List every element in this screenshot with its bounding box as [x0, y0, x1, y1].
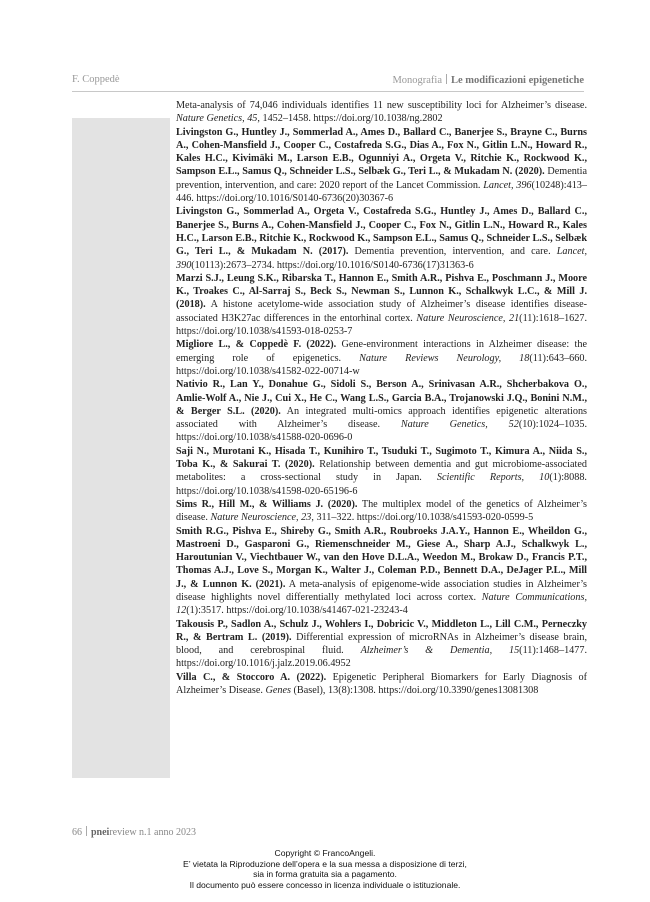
reference-title: A histone acetylome-wide association study of Alzheimer’s disease identifies disease-associated H3K27ac differences in the entorhinal cortex. [176, 299, 587, 324]
header-rule [72, 91, 584, 92]
copyright-line: E’ vietata la Riproduzione dell’opera e la sua messa a disposizione di terzi, [183, 858, 467, 869]
reference-details: (11):1468–1477. https://doi.org/10.1016/j.jalz.2019.06.4952 [176, 645, 587, 670]
reference-title: Relationship between dementia and gut microbiome-associated metabolites: a cross-sectional study in Japan. [176, 459, 587, 484]
reference-title: Epigenetic Peripheral Biomarkers for Early Diagnosis of Alzheimer’s Disease. [176, 671, 587, 697]
reference-authors: Marzi S.J., Leung S.K., Ribarska T., Hannon E., Smith A.R., Pishva E., Poschmann J., Moore K., Troakes C., Al-Sarraj S., Beck S., Newman S., Lunnon K., Schalkwyk L.C., & Mill J. (2018). [176, 272, 587, 311]
reference-title: Dementia prevention, intervention, and care: 2020 report of the Lancet Commission. [176, 166, 587, 191]
reference-details: (11):643–660. https://doi.org/10.1038/s41582-022-00714-w [176, 352, 587, 377]
reference-authors: Migliore L., & Coppedè F. (2022). [176, 339, 337, 351]
reference-journal: Genes [265, 685, 291, 697]
reference-entry [176, 498, 587, 525]
reference-entry [176, 272, 587, 338]
page-number: 66 [72, 827, 82, 838]
reference-journal: Alzheimer’s & Dementia, 15 [360, 645, 520, 657]
journal-issue: review n.1 anno 2023 [109, 827, 196, 838]
reference-title: Differential expression of microRNAs in Alzheimer’s disease brain, blood, and cerebrospinal fluid. [176, 631, 587, 657]
reference-details: (11):1618–1627. https://doi.org/10.1038/s41593-018-0253-7 [176, 312, 587, 338]
reference-authors: Livingston G., Huntley J., Sommerlad A., Ames D., Ballard C., Banerjee S., Brayne C., Burns A., Cohen-Mansfield J., Cooper C., Costafreda S.G., Dias A., Fox N., Gitlin L.N., Howard R., Kales H.C., Kivimäki M., Larson E.B., Ogunniyi A., Orgeta V., Ritchie K., Rockwood K., Sampson E.L., Samus Q., Schneider L.S., Selbæk G., Teri L., & Mukadam N. (2020). [176, 126, 587, 178]
copyright-notice [0, 848, 650, 890]
reference-authors: Saji N., Murotani K., Hisada T., Kunihiro T., Tsuduki T., Sugimoto T., Kimura A., Niida S., Toba K., & Sakurai T. (2020). [176, 445, 587, 471]
reference-entry [176, 618, 587, 671]
reference-authors: Takousis P., Sadlon A., Schulz J., Wohlers I., Dobricic V., Middleton L., Lill C.M., Perneczky R., & Bertram L. (2019). [176, 618, 587, 643]
reference-entry [176, 445, 587, 498]
reference-details: (10248):413–446. https://doi.org/10.1016/S0140-6736(20)30367-6 [176, 179, 587, 205]
reference-authors: Sims R., Hill M., & Williams J. (2020). [176, 498, 358, 510]
reference-entry [176, 671, 587, 698]
reference-journal: Lancet, 390 [176, 246, 588, 271]
copyright-line: Copyright © FrancoAngeli. [274, 848, 376, 858]
running-head-author: F. Coppedè [72, 74, 120, 85]
copyright-line: sia in forma gratuita sia a pagamento. [253, 869, 397, 880]
reference-title: An integrated multi-omics approach identifies epigenetic alterations associated with Alzheimer’s disease. [176, 405, 587, 431]
reference-journal: Nature Reviews Neurology, 18 [359, 352, 530, 364]
reference-details: (1):8088. https://doi.org/10.1038/s41598-020-65196-6 [176, 472, 587, 497]
running-head-title [392, 74, 584, 86]
footer-divider [86, 826, 87, 836]
reference-details: (10113):2673–2734. https://doi.org/10.1016/S0140-6736(17)31363-6 [191, 259, 474, 271]
reference-title: Meta-analysis of 74,046 individuals identifies 11 new susceptibility loci for Alzheimer’s disease. [176, 100, 587, 111]
journal-brand: pnei [91, 827, 110, 838]
reference-journal: Scientific Reports, 10 [436, 472, 550, 484]
reference-title: A meta-analysis of epigenome-wide association studies in Alzheimer’s disease highlights novel differentially methylated loci across cortex. [176, 578, 588, 603]
reference-journal: Nature Genetics, 52 [400, 419, 519, 431]
reference-details: (Basel), 13(8):1308. https://doi.org/10.3390/genes13081308 [290, 685, 539, 697]
reference-list [176, 99, 587, 697]
reference-details: , 1452–1458. https://doi.org/10.1038/ng.2802 [257, 113, 443, 125]
reference-journal: Nature Neuroscience, 23 [210, 512, 312, 524]
copyright-line: Il documento può essere concesso in licenza individuale o istituzionale. [189, 879, 461, 890]
reference-journal: Lancet, 396 [483, 179, 532, 191]
reference-entry [176, 525, 587, 618]
reference-details: (1):3517. https://doi.org/10.1038/s41467-021-23243-4 [186, 605, 408, 617]
reference-journal: Nature Genetics, 45 [176, 113, 258, 125]
reference-authors: Villa C., & Stoccoro A. (2022). [176, 671, 327, 683]
reference-entry [176, 378, 587, 444]
page-footer [72, 826, 196, 838]
reference-journal: Nature Communications, 12 [176, 591, 587, 617]
reference-journal: Nature Neuroscience, 21 [416, 312, 520, 324]
reference-entry [176, 99, 587, 126]
margin-band [72, 118, 170, 778]
reference-details: (10):1024–1035. https://doi.org/10.1038/s41588-020-0696-0 [176, 419, 588, 444]
reference-entry [176, 205, 587, 271]
running-head-section: Monografia [392, 75, 443, 86]
reference-title: Gene-environment interactions in Alzheimer disease: the emerging role of epigenetics. [176, 339, 588, 364]
reference-title: Dementia prevention, intervention, and care. [348, 246, 557, 258]
reference-authors: Nativio R., Lan Y., Donahue G., Sidoli S., Berson A., Srinivasan A.R., Shcherbakova O., Amlie-Wolf A., Nie J., Cui X., He C., Wang L.S., Garcia B.A., Trojanowski J.Q., Bonini N.M., & Berger S.L. (2020). [176, 379, 587, 417]
reference-entry [176, 126, 587, 206]
reference-authors: Livingston G., Sommerlad A., Orgeta V., Costafreda S.G., Huntley J., Ames D., Ballard C., Banerjee S., Burns A., Cohen-Mansfield J., Cooper C., Fox N., Gitlin L.N., Howard R., Kales H.C., Larson E.B., Ritchie K., Rockwood K., Sampson E.L., Samus Q., Schneider L.S., Selbæk G., Teri L., & Mukadam N. (2017). [176, 206, 587, 258]
reference-authors: Smith R.G., Pishva E., Shireby G., Smith A.R., Roubroeks J.A.Y., Hannon E., Wheildon G., Mastroeni D., Gasparoni G., Riemenschneider M., Giese A., Sharp A.J., Schalkwyk L., Haroutunian V., Viechtbauer W., van den Hove D.L.A., Weedon M., Brokaw D., Francis P.T., Thomas A.J., Love S., Morgan K., Walter J., Coleman P.D., Bennett D.A., DeJager P.L., Mill J., & Lunnon K. (2021). [176, 525, 587, 590]
reference-title: The multiplex model of the genetics of Alzheimer’s disease. [176, 498, 587, 524]
reference-details: , 311–322. https://doi.org/10.1038/s41593-020-0599-5 [311, 512, 534, 524]
reference-entry [176, 338, 587, 378]
header-divider [446, 74, 447, 84]
running-head-topic: Le modificazioni epigenetiche [451, 75, 584, 86]
